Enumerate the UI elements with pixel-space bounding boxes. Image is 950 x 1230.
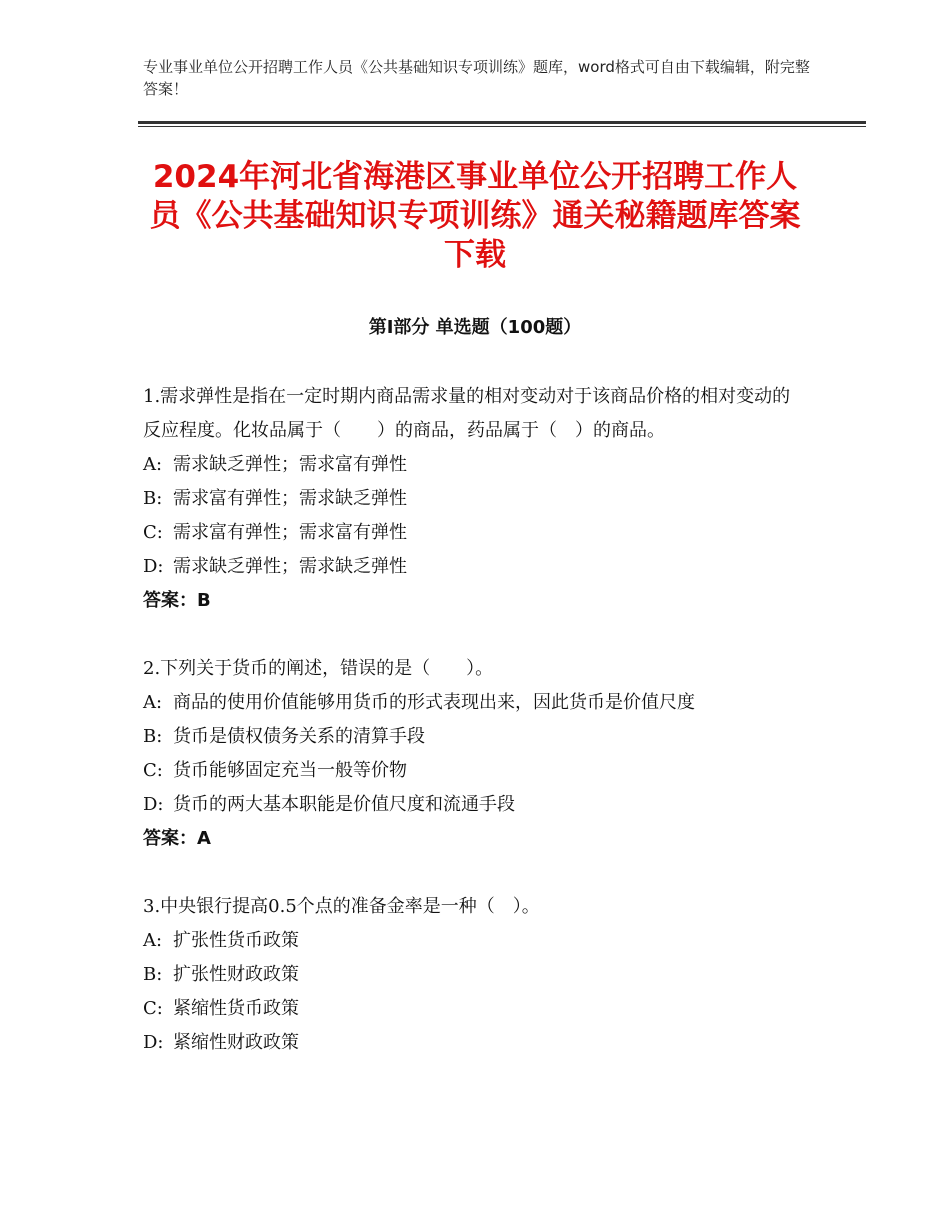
section-title: 第Ⅰ部分 单选题（100题） [368,317,582,338]
question-2 [143,652,808,856]
option-c [143,516,808,550]
option-label: D: [143,1032,164,1053]
option-label: C: [143,760,163,781]
option-label: C: [143,998,163,1019]
option-text: 需求富有弹性；需求缺乏弹性 [173,488,407,509]
option-d [143,788,808,822]
option-b [143,958,808,992]
option-text: 扩张性财政政策 [173,964,299,985]
question-3 [143,890,808,1060]
option-text: 需求缺乏弹性；需求富有弹性 [173,454,407,475]
option-text: 商品的使用价值能够用货币的形式表现出来，因此货币是价值尺度 [173,692,695,713]
option-label: C: [143,522,163,543]
option-label: A: [143,930,163,951]
question-list [143,380,808,1094]
option-text: 紧缩性货币政策 [173,998,299,1019]
option-text: 货币的两大基本职能是价值尺度和流通手段 [173,794,515,815]
option-label: D: [143,794,164,815]
header-rule-thin [138,126,866,127]
answer: 答案：B [143,590,211,611]
option-text: 紧缩性财政政策 [173,1032,299,1053]
option-a [143,924,808,958]
option-text: 需求富有弹性；需求富有弹性 [173,522,407,543]
question-stem: 2.下列关于货币的阐述，错误的是（ ）。 [143,658,494,679]
option-d [143,550,808,584]
option-label: A: [143,692,163,713]
option-label: B: [143,488,163,509]
question-1 [143,380,808,618]
option-b [143,482,808,516]
question-stem: 1.需求弹性是指在一定时期内商品需求量的相对变动对于该商品价格的相对变动的反应程度。化妆品属于（ ）的商品，药品属于（ ）的商品。 [143,386,791,441]
option-text: 货币能够固定充当一般等价物 [173,760,407,781]
option-label: A: [143,454,163,475]
option-a [143,686,808,720]
option-b [143,720,808,754]
option-c [143,754,808,788]
option-a [143,448,808,482]
option-label: D: [143,556,164,577]
question-stem: 3.中央银行提高0.5个点的准备金率是一种（ ）。 [143,896,540,917]
option-text: 需求缺乏弹性；需求缺乏弹性 [173,556,407,577]
option-c [143,992,808,1026]
option-text: 扩张性货币政策 [173,930,299,951]
option-label: B: [143,964,163,985]
answer: 答案：A [143,828,211,849]
document-title: 2024年河北省海港区事业单位公开招聘工作人员《公共基础知识专项训练》通关秘籍题库答案下载 [149,159,801,273]
option-label: B: [143,726,163,747]
header-rule-thick [138,121,866,124]
header-note: 专业事业单位公开招聘工作人员《公共基础知识专项训练》题库，word格式可自由下载编辑，附完整答案！ [143,58,810,98]
option-text: 货币是债权债务关系的清算手段 [173,726,425,747]
option-d [143,1026,808,1060]
